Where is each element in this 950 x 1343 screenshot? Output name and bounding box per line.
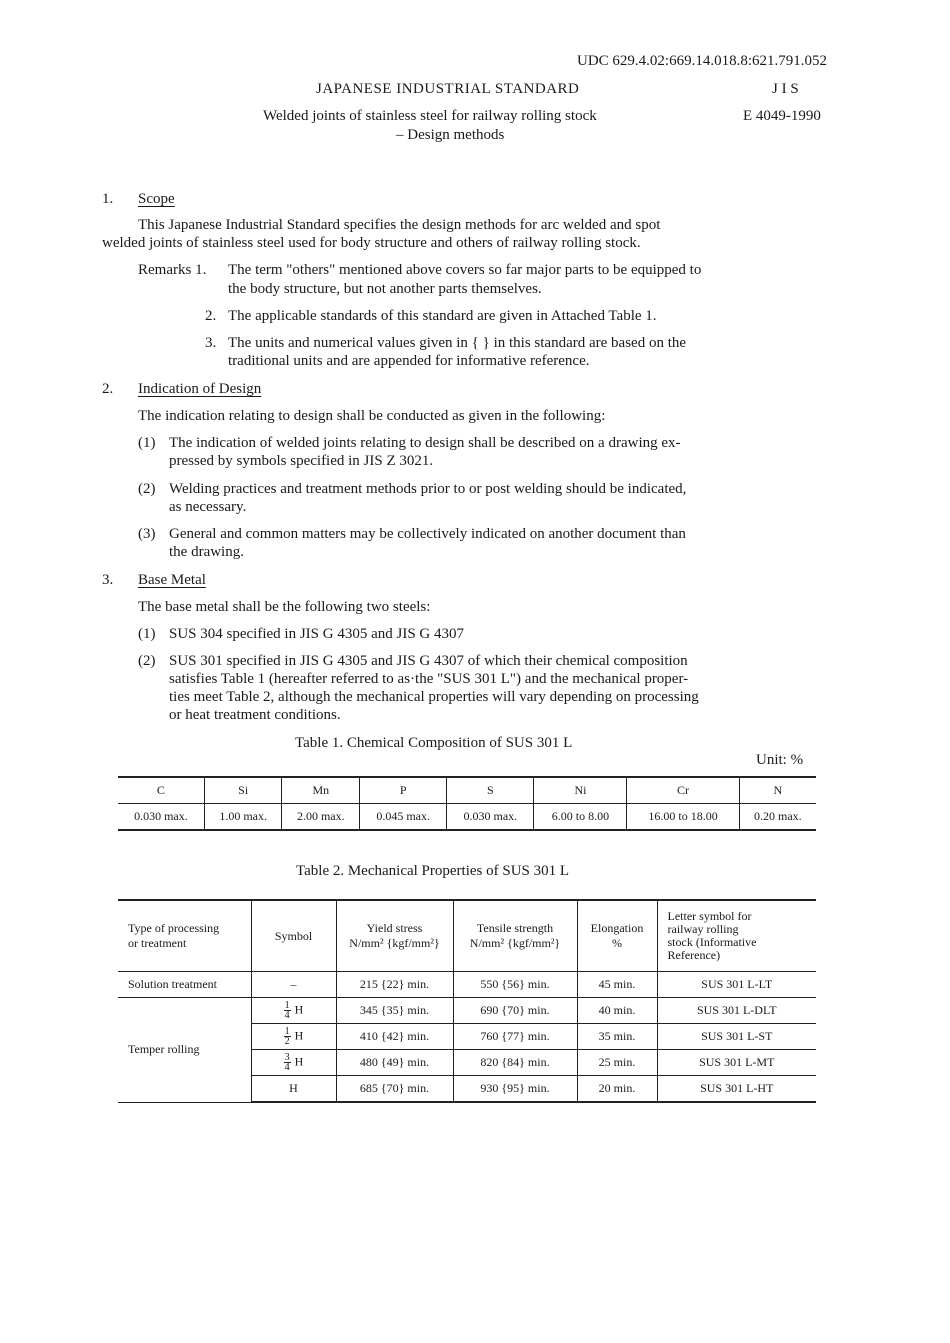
document-subtitle: – Design methods [396, 127, 505, 143]
table-1-chemical-composition [118, 776, 816, 831]
udc-number: UDC 629.4.02:669.14.018.8:621.791.052 [577, 53, 828, 69]
fraction-numerator: 3 [284, 1052, 290, 1063]
table-2-temper-symbol [251, 998, 336, 1024]
section-3-heading: Base Metal [138, 572, 206, 588]
item-2-1-line1: The indication of welded joints relating to design shall be described on a drawing ex- [169, 435, 681, 451]
table-1-header-s: S [447, 777, 534, 804]
fraction-numerator: 1 [284, 1000, 290, 1011]
standard-organization: JAPANESE INDUSTRIAL STANDARD [316, 81, 580, 97]
table-2-temper-tensile: 820 {84} min. [453, 1050, 577, 1076]
table-2-solution-type: Solution treatment [118, 972, 251, 998]
table-2-temper-yield: 480 {49} min. [336, 1050, 453, 1076]
table-2-mechanical-properties [118, 899, 816, 1103]
item-2-3-number: (3) [138, 526, 156, 542]
table-2-header-tensile-line1: Tensile strength [476, 921, 554, 935]
table-1-header-si: Si [204, 777, 282, 804]
section-2-number: 2. [102, 381, 114, 397]
section-2-heading: Indication of Design [138, 381, 262, 397]
table-1-header-row [118, 777, 816, 804]
table-1-header-p: P [360, 777, 447, 804]
remark-2-line1: The applicable standards of this standard are given in Attached Table 1. [228, 308, 657, 324]
table-2-temper-elongation: 40 min. [577, 998, 657, 1024]
item-2-3-line2: the drawing. [169, 544, 244, 560]
table-2-temper-tensile: 690 {70} min. [453, 998, 577, 1024]
table-2-header-yield [336, 900, 453, 972]
table-2-solution-symbol: – [251, 972, 336, 998]
remark-3-number: 3. [205, 335, 217, 351]
table-2-temper-symbol [251, 1024, 336, 1050]
fraction [284, 1053, 291, 1072]
table-2-temper-letter: SUS 301 L-ST [657, 1024, 816, 1050]
item-3-2-line4: or heat treatment conditions. [169, 707, 341, 723]
section-3-number: 3. [102, 572, 114, 588]
table-2-solution-letter: SUS 301 L-LT [657, 972, 816, 998]
table-1-value-ni: 6.00 to 8.00 [534, 804, 627, 831]
table-1-caption: Table 1. Chemical Composition of SUS 301 L [295, 735, 573, 751]
table-1-value-cr: 16.00 to 18.00 [627, 804, 739, 831]
table-2-header-letter-line2: railway rolling [667, 922, 739, 936]
fraction [284, 1001, 291, 1020]
table-2-header-row [118, 900, 816, 972]
temper-symbol-letter: H [294, 1054, 304, 1069]
temper-symbol-letter: H [294, 1002, 304, 1017]
fraction [284, 1027, 291, 1046]
table-2-temper-symbol [251, 1076, 336, 1103]
remarks-label: Remarks 1. [138, 262, 207, 278]
table-2-temper-tensile: 930 {95} min. [453, 1076, 577, 1103]
item-2-2-number: (2) [138, 481, 156, 497]
table-1-header-n: N [739, 777, 816, 804]
table-2-header-tensile-line2: N/mm² {kgf/mm²} [469, 936, 561, 950]
table-2-temper-elongation: 35 min. [577, 1024, 657, 1050]
section-3-paragraph: The base metal shall be the following two steels: [138, 599, 431, 615]
table-2-header-tensile [453, 900, 577, 972]
document-title: Welded joints of stainless steel for railway rolling stock [263, 108, 597, 124]
fraction-denominator: 4 [284, 1062, 290, 1073]
table-2-temper-letter: SUS 301 L-HT [657, 1076, 816, 1103]
section-1-number: 1. [102, 191, 114, 207]
item-3-2-line3: ties meet Table 2, although the mechanical properties will vary depending on processing [169, 689, 699, 705]
table-2-temper-tensile: 760 {77} min. [453, 1024, 577, 1050]
remark-1-line1: The term "others" mentioned above covers so far major parts to be equipped to [228, 262, 702, 278]
table-2-header-elongation-line2: % [612, 936, 622, 950]
fraction-denominator: 2 [284, 1036, 290, 1047]
item-3-1-line1: SUS 304 specified in JIS G 4305 and JIS G 4307 [169, 626, 464, 642]
table-1-value-si: 1.00 max. [204, 804, 282, 831]
table-2-temper-yield: 345 {35} min. [336, 998, 453, 1024]
table-2-temper-symbol [251, 1050, 336, 1076]
table-1-header-c: C [118, 777, 204, 804]
table-2-temper-rolling-label: Temper rolling [118, 998, 251, 1103]
table-2-temper-elongation: 20 min. [577, 1076, 657, 1103]
temper-symbol-letter: H [289, 1081, 298, 1095]
table-1-value-s: 0.030 max. [447, 804, 534, 831]
table-2-header-elongation [577, 900, 657, 972]
item-2-1-number: (1) [138, 435, 156, 451]
item-3-2-line1: SUS 301 specified in JIS G 4305 and JIS G 4307 of which their chemical composition [169, 653, 688, 669]
table-1-value-row [118, 804, 816, 831]
fraction-numerator: 1 [284, 1026, 290, 1037]
section-1-paragraph: This Japanese Industrial Standard specifies the design methods for arc welded and spot [138, 217, 661, 233]
table-2-header-letter-line3: stock (Informative [667, 935, 757, 949]
item-3-1-number: (1) [138, 626, 156, 642]
item-3-2-line2: satisfies Table 1 (hereafter referred to as·the "SUS 301 L") and the mechanical proper- [169, 671, 689, 687]
section-1-paragraph-cont: welded joints of stainless steel used for body structure and others of railway rolling stock. [102, 235, 641, 251]
remark-1-line2: the body structure, but not another parts themselves. [228, 281, 542, 297]
remark-2-number: 2. [205, 308, 217, 324]
table-row [118, 998, 816, 1024]
remark-3-line1: The units and numerical values given in { } in this standard are based on the [228, 335, 687, 351]
table-1-value-mn: 2.00 max. [282, 804, 360, 831]
section-1-heading: Scope [138, 191, 175, 207]
table-2-header-letter-symbol [657, 900, 816, 972]
item-2-2-line1: Welding practices and treatment methods prior to or post welding should be indicated, [169, 481, 687, 497]
table-1-header-mn: Mn [282, 777, 360, 804]
table-1-value-c: 0.030 max. [118, 804, 204, 831]
table-2-header-type-line2: or treatment [128, 936, 187, 950]
fraction-denominator: 4 [284, 1010, 290, 1021]
table-2-temper-letter: SUS 301 L-MT [657, 1050, 816, 1076]
table-2-header-yield-line1: Yield stress [366, 921, 423, 935]
item-2-2-line2: as necessary. [169, 499, 247, 515]
jis-mark: J I S [772, 81, 799, 97]
table-2-temper-elongation: 25 min. [577, 1050, 657, 1076]
remark-3-line2: traditional units and are appended for informative reference. [228, 353, 590, 369]
table-1-unit: Unit: % [756, 752, 804, 768]
table-row [118, 972, 816, 998]
standard-code: E 4049-1990 [743, 108, 821, 124]
table-2-temper-yield: 685 {70} min. [336, 1076, 453, 1103]
table-2-header-letter-line1: Letter symbol for [667, 909, 752, 923]
section-2-paragraph: The indication relating to design shall be conducted as given in the following: [138, 408, 606, 424]
table-2-temper-yield: 410 {42} min. [336, 1024, 453, 1050]
table-1-value-n: 0.20 max. [739, 804, 816, 831]
table-2-header-elongation-line1: Elongation [590, 921, 644, 935]
table-1-value-p: 0.045 max. [360, 804, 447, 831]
item-2-3-line1: General and common matters may be collectively indicated on another document than [169, 526, 686, 542]
item-2-1-line2: pressed by symbols specified in JIS Z 3021. [169, 453, 434, 469]
table-2-solution-yield: 215 {22} min. [336, 972, 453, 998]
table-2-solution-elongation: 45 min. [577, 972, 657, 998]
table-2-header-yield-line2: N/mm² {kgf/mm²} [349, 936, 440, 950]
table-1-header-ni: Ni [534, 777, 627, 804]
table-2-header-letter-line4: Reference) [667, 948, 721, 962]
table-2-header-symbol: Symbol [251, 900, 336, 972]
table-2-solution-tensile: 550 {56} min. [453, 972, 577, 998]
temper-symbol-letter: H [294, 1028, 304, 1043]
table-2-caption: Table 2. Mechanical Properties of SUS 301 L [296, 863, 570, 879]
item-3-2-number: (2) [138, 653, 156, 669]
table-2-header-type [118, 900, 251, 972]
table-1-header-cr: Cr [627, 777, 739, 804]
table-2-header-type-line1: Type of processing [128, 921, 220, 935]
table-2-temper-letter: SUS 301 L-DLT [657, 998, 816, 1024]
